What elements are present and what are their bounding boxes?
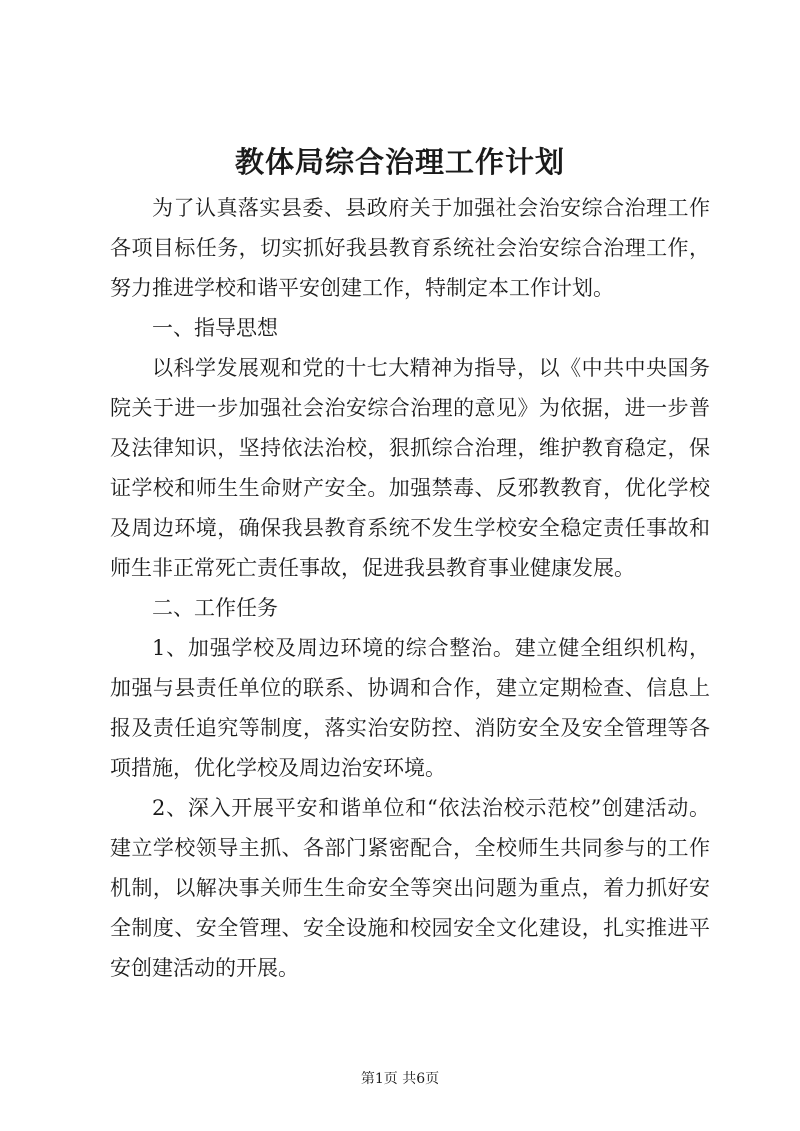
page-number: 第1页 共6页 xyxy=(360,1071,440,1087)
section-heading: 一、指导思想 xyxy=(152,316,278,340)
document-title: 教体局综合治理工作计划 xyxy=(234,145,565,179)
paragraph-line: 2、深入开展平安和谐单位和“依法治校示范校”创建活动。 xyxy=(152,796,710,820)
paragraph-line: 机制，以解决事关师生生命安全等突出问题为重点，着力抓好安 xyxy=(110,876,710,900)
paragraph-line: 证学校和师生生命财产安全。加强禁毒、反邪教教育，优化学校 xyxy=(110,476,710,500)
paragraph-line: 加强与县责任单位的联系、协调和合作，建立定期检查、信息上 xyxy=(110,676,710,700)
paragraph-line: 建立学校领导主抓、各部门紧密配合，全校师生共同参与的工作 xyxy=(110,836,710,860)
paragraph-line: 全制度、安全管理、安全设施和校园安全文化建设，扎实推进平 xyxy=(110,916,710,940)
paragraph-line: 为了认真落实县委、县政府关于加强社会治安综合治理工作 xyxy=(152,196,710,220)
paragraph-line: 各项目标任务，切实抓好我县教育系统社会治安综合治理工作， xyxy=(110,236,710,260)
paragraph-line: 努力推进学校和谐平安创建工作，特制定本工作计划。 xyxy=(110,276,614,300)
section-heading: 二、工作任务 xyxy=(152,596,278,620)
paragraph-line: 院关于进一步加强社会治安综合治理的意见》为依据，进一步普 xyxy=(110,396,710,420)
paragraph-line: 以科学发展观和党的十七大精神为指导，以《中共中央国务 xyxy=(152,356,710,380)
paragraph-line: 师生非正常死亡责任事故，促进我县教育事业健康发展。 xyxy=(110,556,635,580)
paragraph-line: 报及责任追究等制度，落实治安防控、消防安全及安全管理等各 xyxy=(110,716,710,740)
paragraph-line: 及法律知识，坚持依法治校，狠抓综合治理，维护教育稳定，保 xyxy=(110,436,710,460)
paragraph-line: 项措施，优化学校及周边治安环境。 xyxy=(110,756,446,780)
paragraph-line: 1、加强学校及周边环境的综合整治。建立健全组织机构， xyxy=(152,636,710,660)
paragraph-line: 及周边环境，确保我县教育系统不发生学校安全稳定责任事故和 xyxy=(110,516,710,540)
paragraph-line: 安创建活动的开展。 xyxy=(110,956,299,980)
